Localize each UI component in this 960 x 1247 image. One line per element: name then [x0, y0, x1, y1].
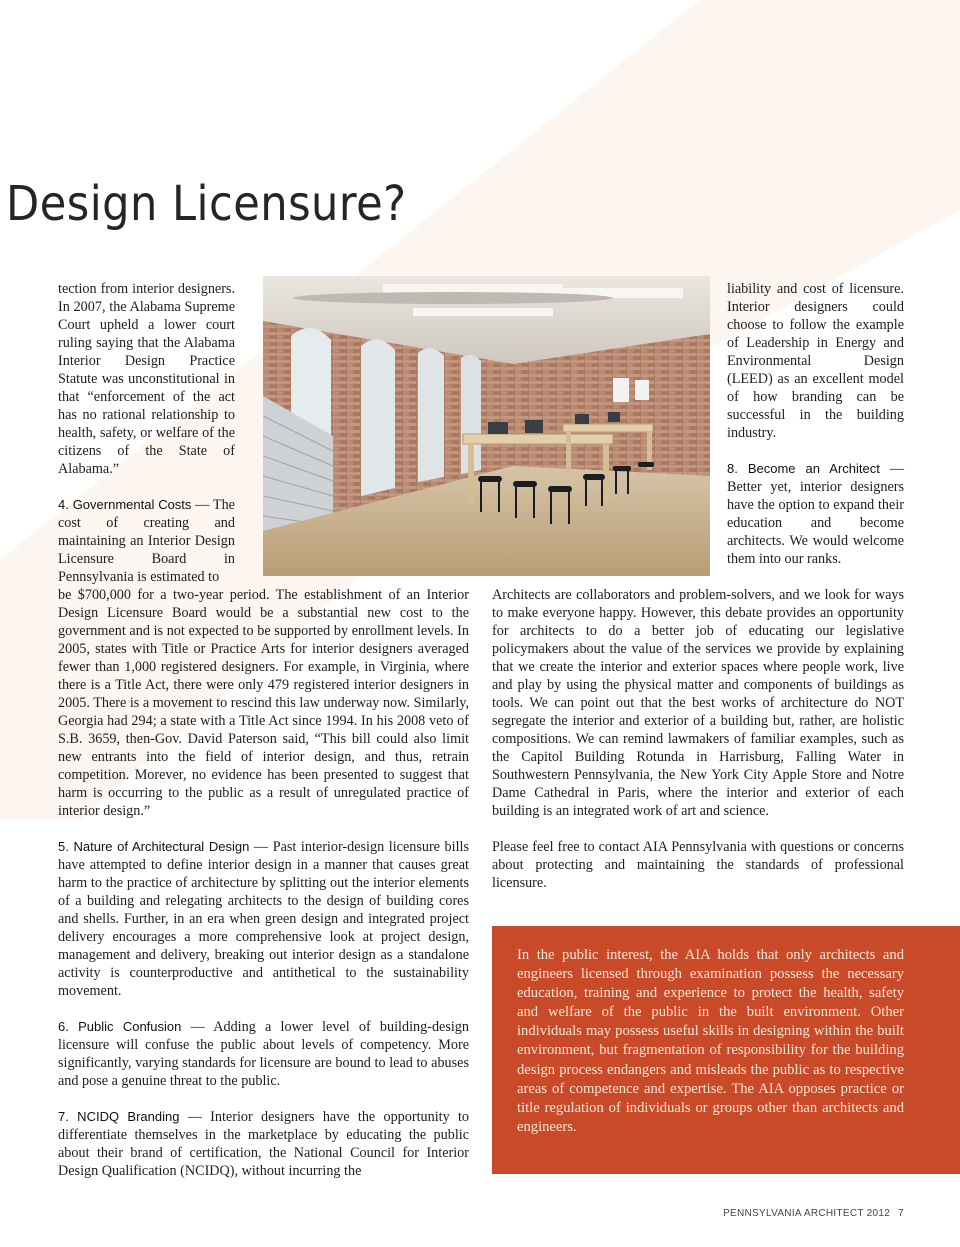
contact-paragraph: Please feel free to contact AIA Pennsylvania with questions or concerns about protecting and maintaining the standards of professional licensure. — [492, 839, 904, 891]
point-7-paragraph — [58, 1108, 469, 1180]
page-title: Design Licensure? — [6, 176, 407, 232]
point-5-text: — Past interior-design licensure bills have attempted to define interior design in a manner that causes great harm to the practice of architecture by splitting out the interior elements of a building and relegating architects to the design of building cores and shells. Further, in an era when green design and integrated project delivery encourages a more comprehensive look at project design, management and delivery, breaking out interior design as a standalone activity is counterproductive and antithetical to the sustainability movement. — [58, 839, 469, 999]
point-6-heading: 6. Public Confusion — [58, 1019, 182, 1034]
point-5-paragraph — [58, 838, 469, 1000]
point-7-heading: 7. NCIDQ Branding — [58, 1109, 180, 1124]
left-column-narrow — [58, 280, 235, 586]
point-4-paragraph — [58, 496, 235, 586]
page-number: 7 — [898, 1208, 904, 1219]
interior-photo-image — [263, 276, 710, 576]
store-interior-photo — [263, 276, 710, 576]
intro-paragraph: tection from interior designers. In 2007, the Alabama Supreme Court upheld a lower court ruling saying that the Alabama Interior Design Practice Statute was unconstitutional in that “enforcement of the act has no rational relationship to health, safety, or welfare of the citizens of the State of Alabama.” — [58, 281, 235, 477]
point-4-continued: be $700,000 for a two-year period. The establishment of an Interior Design Licensure Board would be a substantial new cost to the government and is not expected to be supported by enrollment levels. In 2005, states with Title or Practice Arts for interior designers averaged fewer than 1,000 registered designers. For example, in Virginia, where there is a Title Act, there were only 479 registered interior designers in 2005. There is a movement to rescind this law underway now. Similarly, Georgia had 294; a state with a Title Act since 1994. In his 2008 veto of S.B. 3659, then-Gov. David Paterson said, “This bill could also limit new entrants into the field of interior design, and thus, retrain competition. Morever, no evidence has been presented to suggest that harm is occurring to the public as a result of unregulated practice of interior design.” — [58, 587, 469, 819]
point-4-text: — The cost of creating and maintaining an Interior Design Licensure Board in Pennsylvania is estimated to — [58, 497, 235, 585]
right-top-paragraph: liability and cost of licensure. Interior designers could choose to follow the example of Leadership in Energy and Environmental Design (LEED) as an excellent model of how branding can be successful in the building industry. — [727, 281, 904, 441]
point-8-heading: 8. Become an Architect — [727, 461, 880, 476]
point-8-text: — Better yet, interior designers have the option to expand their education and become architects. We would welcome them into our ranks. — [727, 461, 905, 567]
point-4-heading: 4. Governmental Costs — [58, 497, 192, 512]
right-column-narrow — [727, 280, 904, 568]
right-column-wide — [492, 586, 904, 892]
page-footer — [723, 1208, 904, 1219]
point-8-paragraph — [727, 460, 904, 568]
footer-publication: PENNSYLVANIA ARCHITECT 2012 — [723, 1208, 891, 1219]
callout-text: In the public interest, the AIA holds that only architects and engineers licensed through examination possess the necessary education, training and experience to protect the health, safety and welfare of the public in the built environment. Other individuals may possess useful skills in designing within the built environment, but fragmentation of responsibility for the building design process endangers and misleads the public as to respective areas of competence and expertise. The AIA opposes practice or title regulation of individuals or groups other than architects and engineers. — [517, 947, 904, 1135]
left-column-wide — [58, 586, 469, 1180]
architects-paragraph: Architects are collaborators and problem-solvers, and we look for ways to make everyone happy. However, this debate provides an opportunity for architects to do a better job of educating our legislative policymakers about the value of the services we provide by explaining that we create the interior and exterior spaces where people work, live and play by using the physical matter and components of buildings as tools. We can point out that the best works of architecture do NOT segregate the interior and exterior of a building but, rather, are holistic compositions. We can remind lawmakers of familiar examples, such as the Capitol Building Rotunda in Harrisburg, Falling Water in Southwestern Pennsylvania, the New York City Apple Store and Notre Dame Cathedral in Paris, where the interior and exterior of each building is an integrated work of art and science. — [492, 587, 904, 819]
point-6-paragraph — [58, 1018, 469, 1090]
point-5-heading: 5. Nature of Architectural Design — [58, 839, 250, 854]
point-6-text: — Adding a lower level of building-design licensure will confuse the public about levels of competency. More significantly, varying standards for licensure are bound to lead to abuses and pose a genuine threat to the public. — [58, 1019, 469, 1089]
aia-position-callout — [492, 926, 960, 1174]
point-7-text: — Interior designers have the opportunity to differentiate themselves in the marketplace by educating the public about their brand of certification, the National Council for Interior Design Qualification (NCIDQ), without incurring the — [58, 1109, 469, 1179]
